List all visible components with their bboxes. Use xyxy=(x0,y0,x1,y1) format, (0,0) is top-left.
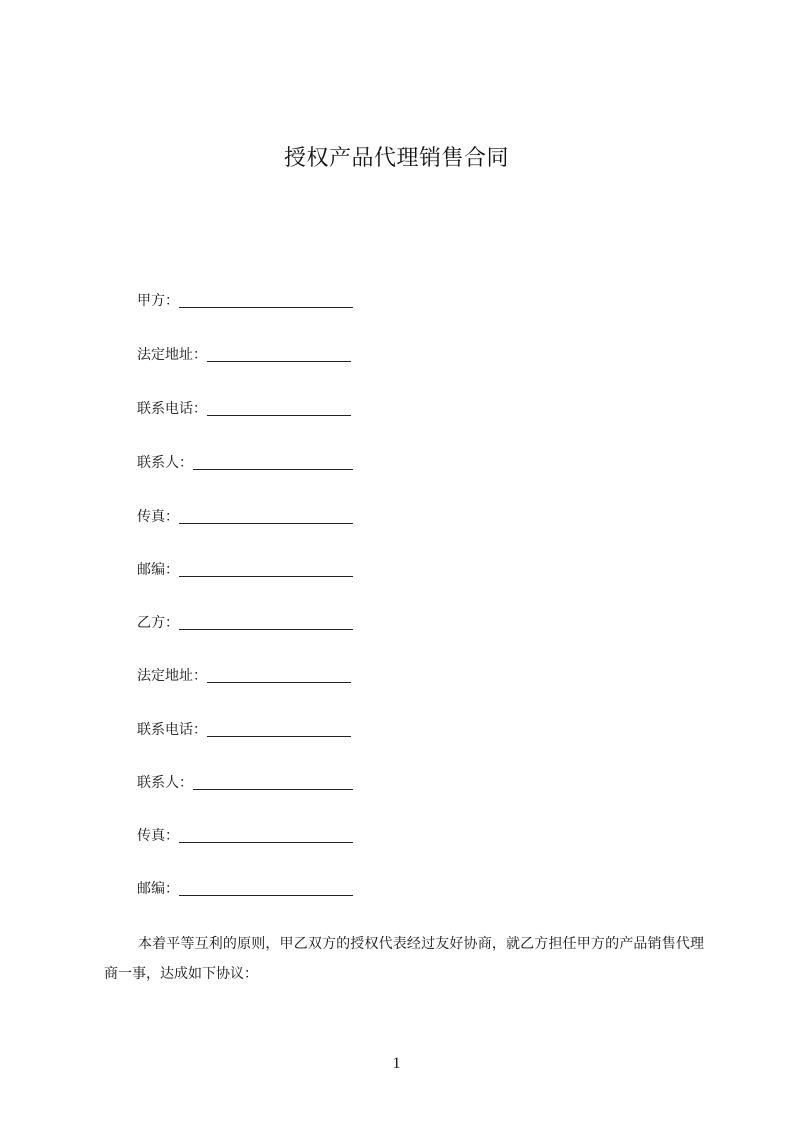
party-a-address-blank[interactable] xyxy=(207,347,351,362)
party-b-postcode-blank[interactable] xyxy=(179,881,353,896)
party-a-postcode-field xyxy=(137,559,353,581)
party-b-name-blank[interactable] xyxy=(179,615,353,630)
party-a-name-label: 甲方： xyxy=(137,293,179,309)
party-b-name-field xyxy=(137,612,353,634)
party-b-phone-blank[interactable] xyxy=(207,722,351,737)
party-b-contact-blank[interactable] xyxy=(193,775,353,790)
party-b-fax-field xyxy=(137,825,353,847)
party-a-fax-label: 传真： xyxy=(137,509,179,525)
party-b-contact-field xyxy=(137,772,353,794)
party-b-address-blank[interactable] xyxy=(207,668,351,683)
party-a-name-blank[interactable] xyxy=(179,293,353,308)
party-a-name-field xyxy=(137,290,353,312)
party-a-fax-field xyxy=(137,506,353,528)
party-b-contact-label: 联系人： xyxy=(137,775,193,791)
intro-paragraph: 本着平等互利的原则，甲乙双方的授权代表经过友好协商，就乙方担任甲方的产品销售代理商一事，达成如下协议： xyxy=(104,936,704,982)
party-b-address-label: 法定地址： xyxy=(137,668,207,684)
party-b-postcode-field xyxy=(137,878,353,900)
party-a-postcode-label: 邮编： xyxy=(137,562,179,578)
party-a-fax-blank[interactable] xyxy=(179,509,353,524)
party-b-postcode-label: 邮编： xyxy=(137,881,179,897)
party-a-phone-field xyxy=(137,398,351,420)
party-b-phone-field xyxy=(137,719,351,741)
party-a-contact-label: 联系人： xyxy=(137,455,193,471)
party-a-postcode-blank[interactable] xyxy=(179,562,353,577)
intro-section xyxy=(104,929,704,989)
party-a-contact-field xyxy=(137,452,353,474)
party-a-phone-blank[interactable] xyxy=(207,401,351,416)
party-b-fax-label: 传真： xyxy=(137,828,179,844)
party-a-phone-label: 联系电话： xyxy=(137,401,207,417)
party-b-fax-blank[interactable] xyxy=(179,828,353,843)
document-title: 授权产品代理销售合同 xyxy=(283,146,509,171)
party-b-name-label: 乙方： xyxy=(137,615,179,631)
party-b-address-field xyxy=(137,665,351,687)
party-b-phone-label: 联系电话： xyxy=(137,722,207,738)
party-a-address-field xyxy=(137,344,351,366)
party-a-contact-blank[interactable] xyxy=(193,455,353,470)
party-a-address-label: 法定地址： xyxy=(137,347,207,363)
page-number: 1 xyxy=(392,1055,401,1072)
